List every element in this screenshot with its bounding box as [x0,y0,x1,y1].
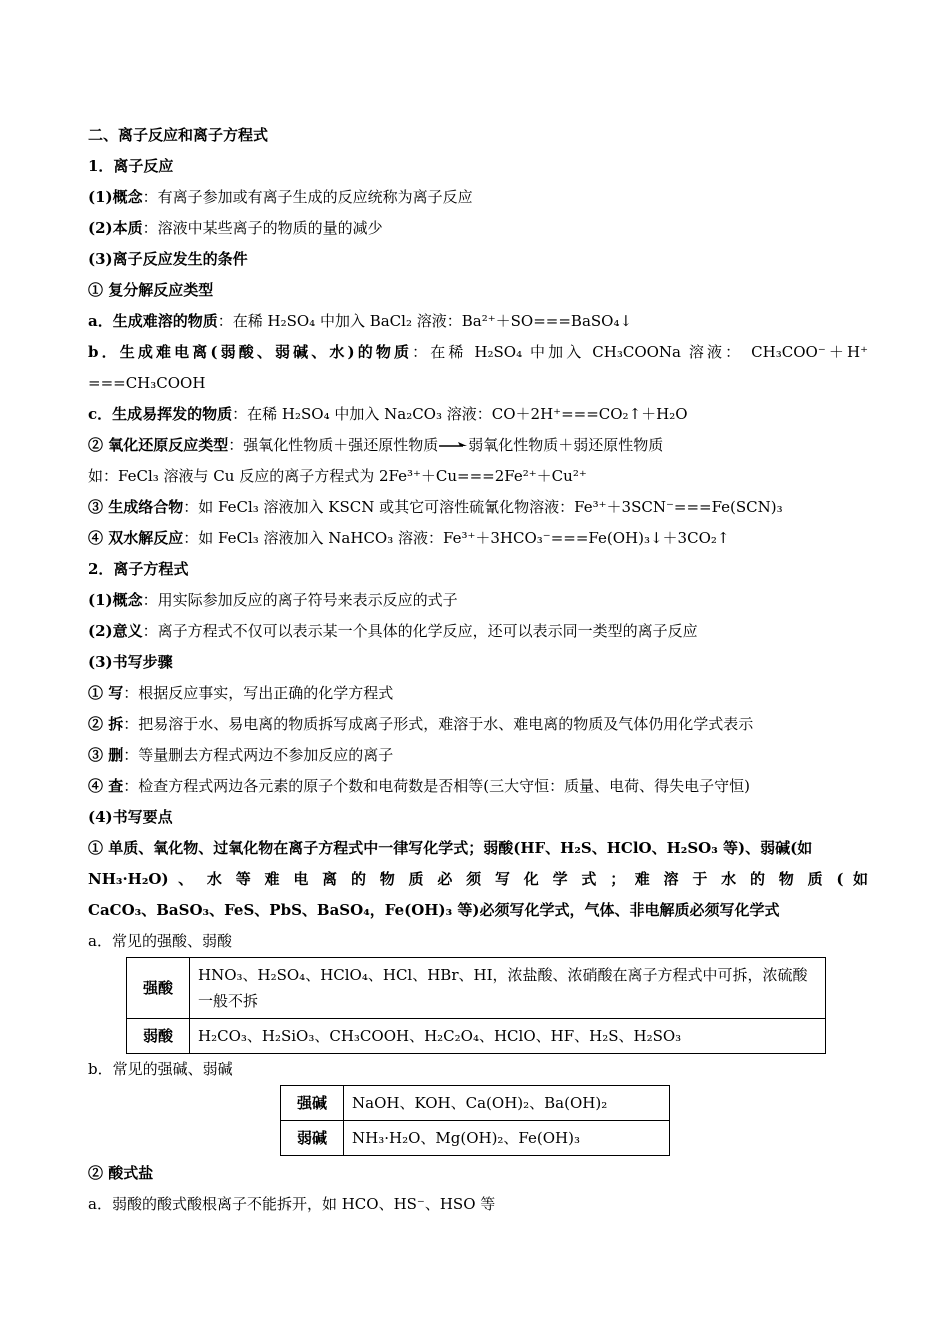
step-4 [88,771,868,802]
points-heading: (4)书写要点 [88,808,173,826]
condition-c-line [88,399,868,430]
complex-text: ：如 FeCl₃ 溶液加入 KSCN 或其它可溶性硫氰化物溶液：Fe³⁺＋3SCN⁻===Fe(SCN)₃ [183,498,783,516]
weak-acid-label: 弱酸 [127,1019,190,1054]
acid-salt-a: a．弱酸的酸式酸根离子不能拆开，如 HCO、HS⁻、HSO 等 [88,1195,496,1213]
bases-caption: b．常见的强碱、弱碱 [88,1060,233,1078]
strong-acid-label: 强酸 [127,958,190,1019]
strong-base-label: 强碱 [281,1086,344,1121]
step-3-text: ：等量删去方程式两边不参加反应的离子 [123,746,394,764]
step-4-label: ④ 查 [88,777,124,795]
meaning-line [88,616,868,647]
essence-line [88,213,868,244]
table-row [127,958,826,1019]
heading-ionic-equation: 2．离子方程式 [88,560,189,578]
table-row [281,1086,670,1121]
hydrolysis-label: ④ 双水解反应 [88,529,184,547]
redox-example: 如：FeCl₃ 溶液与 Cu 反应的离子方程式为 2Fe³⁺＋Cu===2Fe²⁺＋Cu²⁺ [88,467,587,485]
eq-concept-text: ：用实际参加反应的离子符号来表示反应的式子 [142,591,458,609]
condition-a-label: a．生成难溶的物质 [88,312,218,330]
step-1-text: ：根据反应事实，写出正确的化学方程式 [123,684,394,702]
step-1 [88,678,868,709]
weak-acid-value: H₂CO₃、H₂SiO₃、CH₃COOH、H₂C₂O₄、HClO、HF、H₂S、H₂SO₃ [190,1019,826,1054]
concept-label: (1)概念 [88,188,143,206]
weak-base-label: 弱碱 [281,1121,344,1156]
meaning-label: (2)意义 [88,622,143,640]
strong-acid-value: HNO₃、H₂SO₄、HClO₄、HCl、HBr、HI，浓盐酸、浓硝酸在离子方程式中可拆，浓硫酸一般不拆 [190,958,826,1019]
step-2 [88,709,868,740]
redox-line [88,430,868,461]
condition-b-line [88,337,868,368]
step-2-text: ：把易溶于水、易电离的物质拆写成离子形式，难溶于水、难电离的物质及气体仍用化学式表示 [123,715,754,733]
table-row [127,1019,826,1054]
redox-text-b: 弱氧化性物质＋弱还原性物质 [468,436,664,454]
metathesis-heading: ① 复分解反应类型 [88,281,214,299]
steps-heading: (3)书写步骤 [88,653,173,671]
table-row [281,1121,670,1156]
condition-b-label: b．生成难电离(弱酸、弱碱、水)的物质 [88,343,413,361]
point-1-line-1: ① 单质、氧化物、过氧化物在离子方程式中一律写化学式；弱酸(HF、H₂S、HClO、H₂SO₃ 等)、弱碱(如 [88,839,813,857]
document-page [88,120,868,1220]
step-1-label: ① 写 [88,684,124,702]
step-4-text: ：检查方程式两边各元素的原子个数和电荷数是否相等(三大守恒：质量、电荷、得失电子守恒) [123,777,750,795]
condition-b-line2: ===CH₃COOH [88,374,206,392]
acids-table [126,957,826,1054]
point-1-line-3: CaCO₃、BaSO₃、FeS、PbS、BaSO₄，Fe(OH)₃ 等)必须写化学式，气体、非电解质必须写化学式 [88,901,780,919]
acids-caption: a．常见的强酸、弱酸 [88,932,232,950]
condition-c-text: ：在稀 H₂SO₄ 中加入 Na₂CO₃ 溶液：CO＋2H⁺===CO₂↑＋H₂O [232,405,688,423]
concept-line [88,182,868,213]
condition-c-label: c．生成易挥发的物质 [88,405,233,423]
complex-label: ③ 生成络合物 [88,498,184,516]
eq-concept-label: (1)概念 [88,591,143,609]
condition-a-text: ：在稀 H₂SO₄ 中加入 BaCl₂ 溶液：Ba²⁺＋SO===BaSO₄↓ [217,312,633,330]
concept-text: ：有离子参加或有离子生成的反应统称为离子反应 [142,188,473,206]
weak-base-value: NH₃·H₂O、Mg(OH)₂、Fe(OH)₃ [344,1121,670,1156]
hydrolysis-text: ：如 FeCl₃ 溶液加入 NaHCO₃ 溶液：Fe³⁺＋3HCO₃⁻===Fe(OH)₃↓＋3CO₂↑ [183,529,730,547]
arrow-icon [438,441,468,451]
redox-label: ② 氧化还原反应类型 [88,436,229,454]
strong-base-value: NaOH、KOH、Ca(OH)₂、Ba(OH)₂ [344,1086,670,1121]
essence-label: (2)本质 [88,219,143,237]
condition-a-line [88,306,868,337]
meaning-text: ：离子方程式不仅可以表示某一个具体的化学反应，还可以表示同一类型的离子反应 [142,622,698,640]
complex-line [88,492,868,523]
essence-text: ：溶液中某些离子的物质的量的减少 [142,219,383,237]
conditions-heading: (3)离子反应发生的条件 [88,250,248,268]
step-3-label: ③ 删 [88,746,124,764]
bases-table [280,1085,670,1156]
heading-ionic-reaction: 1．离子反应 [88,157,174,175]
condition-b-text: ：在稀 H₂SO₄ 中加入 CH₃COONa 溶液： CH₃COO⁻＋H⁺ [412,343,868,361]
point-1-line-2: NH₃·H₂O) 、 水 等 难 电 离 的 物 质 必 须 写 化 学 式 ； 难 溶 于 水 的 物 质 ( 如 [88,870,868,888]
step-2-label: ② 拆 [88,715,124,733]
section-title: 二、离子反应和离子方程式 [88,126,269,144]
eq-concept-line [88,585,868,616]
acid-salt-heading: ② 酸式盐 [88,1164,154,1182]
redox-text-a: ：强氧化性物质＋强还原性物质 [228,436,439,454]
step-3 [88,740,868,771]
hydrolysis-line [88,523,868,554]
